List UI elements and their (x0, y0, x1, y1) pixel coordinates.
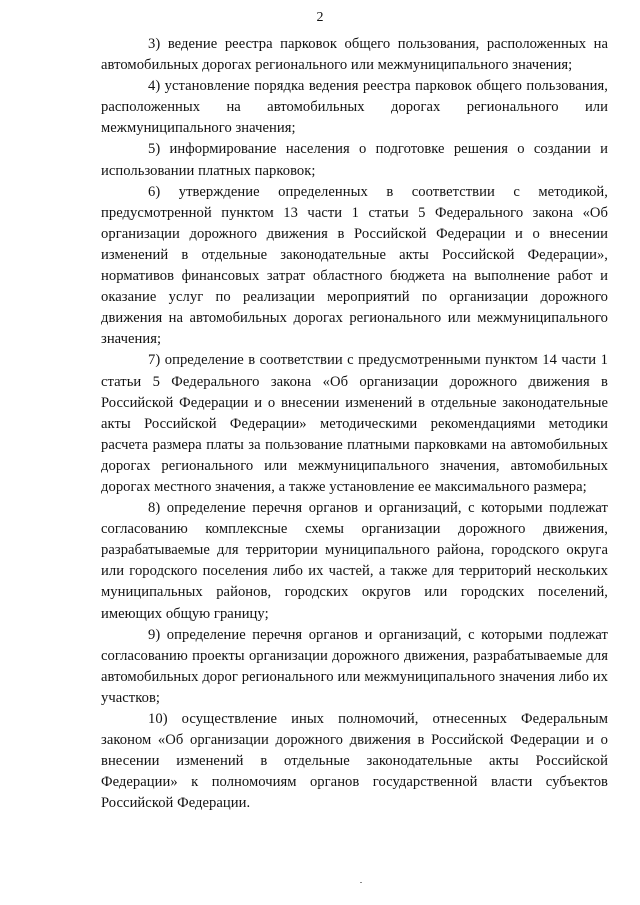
paragraph-item-7: 7) определение в соответствии с предусмотренными пунктом 14 части 1 статьи 5 Федерального закона «Об организации дорожного движения в Российской Федерации и о внесении изменений в отдельные законодательные акты Российской Федерации» методическими рекомендациями методики расчета размера платы за пользование платными парковками на автомобильных дорогах регионального или межмуниципального значения, автомобильных дорогах местного значения, а также установление ее максимального размера; (101, 352, 608, 495)
paragraph-item-3: 3) ведение реестра парковок общего пользования, расположенных на автомобильных дорогах регионального или межмуниципального значения; (101, 36, 608, 74)
paragraph-item-4: 4) установление порядка ведения реестра парковок общего пользования, расположенных на автомобильных дорогах регионального или межмуниципального значения; (101, 78, 608, 137)
paragraph-item-6: 6) утверждение определенных в соответствии с методикой, предусмотренной пунктом 13 части 1 статьи 5 Федерального закона «Об организации дорожного движения в Российской Федерации и о внесении изменений в отдельные законодательные акты Российской Федерации», нормативов финансовых затрат областного бюджета на выполнение работ и оказание услуг по реализации мероприятий по организации дорожного движения на автомобильных дорогах регионального или межмуниципального значения; (101, 183, 608, 348)
page-number: 2 (316, 10, 324, 25)
paragraph-item-5: 5) информирование населения о подготовке решения о создании и использовании платных парковок; (101, 141, 608, 179)
document-body (101, 34, 608, 814)
paragraph-item-9: 9) определение перечня органов и организаций, с которыми подлежат согласованию проекты организации дорожного движения, разрабатываемые для автомобильных дорог регионального или межмуниципального значения либо их участков; (101, 626, 608, 706)
paragraph-item-8: 8) определение перечня органов и организаций, с которыми подлежат согласованию комплексные схемы организации дорожного движения, разрабатываемые для территории муниципального района, городского округа или городского поселения либо их частей, а также для территорий нескольких муниципальных районов, городских округов или городских поселений, имеющих общую границу; (101, 500, 608, 622)
scan-speck (360, 882, 362, 883)
paragraph-item-10: 10) осуществление иных полномочий, отнесенных Федеральным законом «Об организации дорожного движения в Российской Федерации и о внесении изменений в отдельные законодательные акты Российской Федерации» к полномочиям органов государственной власти субъектов Российской Федерации. (101, 711, 608, 812)
